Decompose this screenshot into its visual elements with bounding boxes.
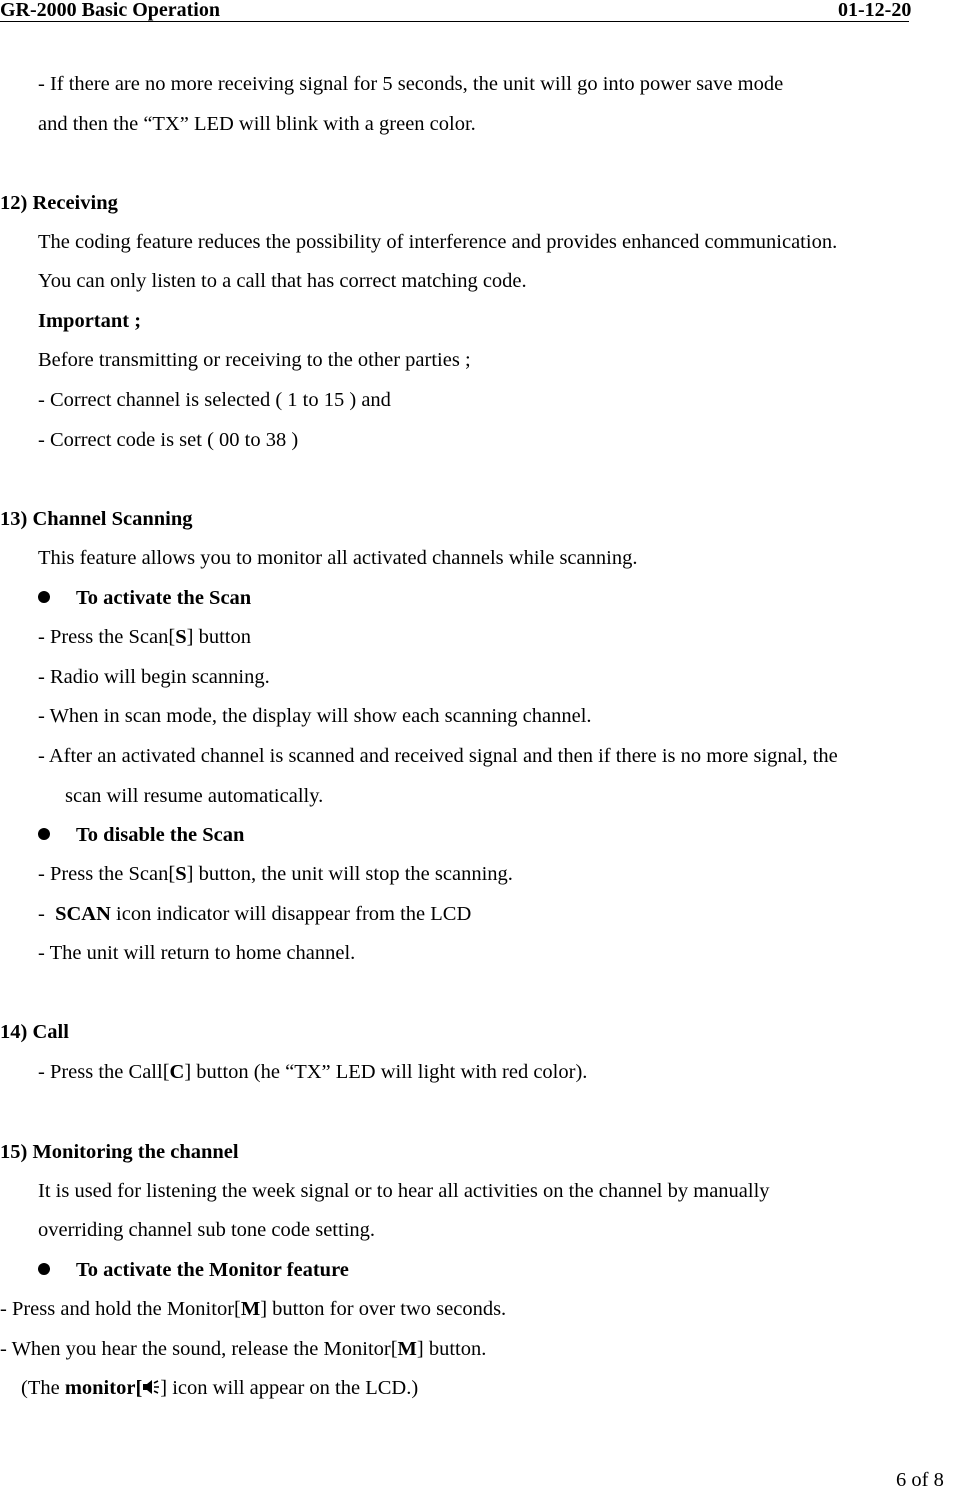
activate-scan-step-1: - Press the Scan[S] button [38, 626, 251, 648]
section-heading-channel-scanning: 13) Channel Scanning [0, 508, 193, 530]
receiving-paragraph-2: You can only listen to a call that has correct matching code. [38, 270, 527, 292]
intro-line-1: - If there are no more receiving signal for 5 seconds, the unit will go into power save mode [38, 73, 784, 95]
scanning-paragraph-1: This feature allows you to monitor all activated channels while scanning. [38, 547, 638, 569]
document-date: 01-12-20 [838, 0, 912, 21]
activate-scan-step-4: - After an activated channel is scanned and received signal and then if there is no more signal, the [38, 745, 838, 767]
activate-monitor-title: To activate the Monitor feature [76, 1259, 349, 1281]
monitor-step-2: - When you hear the sound, release the Monitor[M] button. [0, 1338, 487, 1360]
bullet-dot-icon [38, 1263, 50, 1275]
call-step-1: - Press the Call[C] button (he “TX” LED will light with red color). [38, 1061, 588, 1083]
page-number: 6 of 8 [896, 1469, 944, 1491]
important-label: Important ; [38, 310, 142, 332]
activate-scan-step-2: - Radio will begin scanning. [38, 666, 270, 688]
monitor-step-3: (The monitor[ ] icon will appear on the LCD.) [21, 1377, 419, 1399]
receiving-paragraph-1: The coding feature reduces the possibility of interference and provides enhanced communication. [38, 231, 838, 253]
header-rule [0, 21, 909, 22]
receiving-paragraph-3: Before transmitting or receiving to the other parties ; [38, 349, 471, 371]
disable-scan-step-2: - SCAN icon indicator will disappear from the LCD [38, 903, 472, 925]
section-heading-monitoring: 15) Monitoring the channel [0, 1141, 239, 1163]
speaker-icon [142, 1378, 160, 1401]
monitor-step-1: - Press and hold the Monitor[M] button for over two seconds. [0, 1298, 507, 1320]
monitor-paragraph-1: It is used for listening the week signal or to hear all activities on the channel by manually [38, 1180, 770, 1202]
disable-scan-step-1: - Press the Scan[S] button, the unit will stop the scanning. [38, 863, 513, 885]
receiving-bullet-2: - Correct code is set ( 00 to 38 ) [38, 429, 299, 451]
receiving-bullet-1: - Correct channel is selected ( 1 to 15 ) and [38, 389, 391, 411]
section-heading-receiving: 12) Receiving [0, 192, 118, 214]
activate-scan-step-4-continued: scan will resume automatically. [65, 785, 324, 807]
activate-scan-step-3: - When in scan mode, the display will show each scanning channel. [38, 705, 592, 727]
intro-line-2: and then the “TX” LED will blink with a green color. [38, 113, 476, 135]
bullet-dot-icon [38, 591, 50, 603]
monitor-paragraph-2: overriding channel sub tone code setting. [38, 1219, 376, 1241]
disable-scan-step-3: - The unit will return to home channel. [38, 942, 356, 964]
bullet-dot-icon [38, 828, 50, 840]
document-title: GR-2000 Basic Operation [0, 0, 220, 21]
section-heading-call: 14) Call [0, 1021, 69, 1043]
disable-scan-title: To disable the Scan [76, 824, 245, 846]
activate-scan-title: To activate the Scan [76, 587, 252, 609]
